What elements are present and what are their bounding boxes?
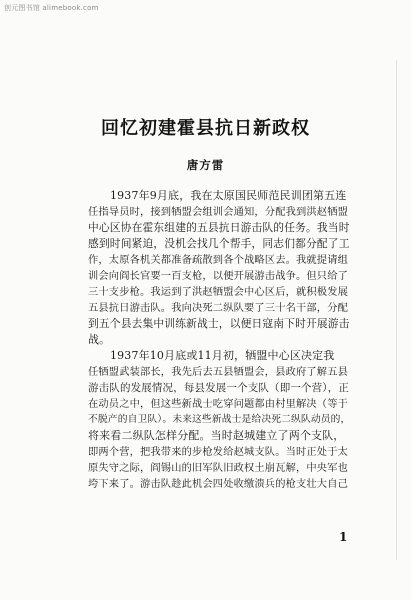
page-number: 1 [339, 530, 348, 544]
text-line: 五县抗日游击队。我向决死二纵队要了三十名干部，分配 [88, 302, 349, 314]
text-line: 任指导员时，接到牺盟会组训会通知，分配我到洪赵牺盟 [88, 206, 349, 218]
text-line: 不脱产的自卫队）。未来这些新战士是给决死二纵队动员的， [88, 414, 351, 425]
article-author: 唐方雷 [186, 158, 225, 172]
text-line: 原失守之际，阎锡山的旧军队旧政权土崩瓦解，中央军也 [88, 462, 349, 474]
text-line: 即两个营，把我带来的步枪发给赵城支队。当时正处于太 [88, 446, 349, 458]
text-line: 到五个县去集中训练新战士，以便日寇南下时开展游击 [88, 317, 350, 330]
text-line: 垮下来了。游击队趁此机会四处收缴溃兵的枪支壮大自己 [88, 478, 349, 490]
text-line: 1937年10月底或11月初，牺盟中心区决定我 [110, 349, 335, 362]
text-line: 三十支步枪。我运到了洪赵牺盟会中心区后，就积极发展 [88, 286, 349, 298]
text-line: 战。 [88, 333, 111, 346]
text-line: 作，太原各机关都准备疏散到各个战略区去。我就提请组 [88, 254, 349, 266]
article-body [88, 188, 350, 492]
watermark: 创元图书馆 alimebook.com [4, 4, 99, 12]
text-line: 在动员之中，但这些新战士吃穿问题都由村里解决（等于 [88, 398, 349, 410]
article-title: 回忆初建霍县抗日新政权 [101, 118, 310, 139]
text-line: 将来看二纵队怎样分配。当时赵城建立了两个支队， [88, 429, 345, 442]
text-line: 中心区协在霍东组建的五县抗日游击队的任务。我当时 [88, 221, 350, 234]
text-line: 游击队的发展情况，每县发展一个支队（即一个营），正 [88, 382, 349, 394]
text-line: 感到时间紧迫，没机会找几个帮手，同志们都分配了工 [88, 237, 350, 250]
text-line: 1937年9月底，我在太原国民师范民训团第五连 [110, 189, 347, 202]
text-line: 任牺盟武装部长，我先后去五县牺盟会，县政府了解五县 [88, 366, 349, 378]
text-line: 训会向阎长官要一百支枪，以便开展游击战争。但只给了 [88, 270, 349, 282]
